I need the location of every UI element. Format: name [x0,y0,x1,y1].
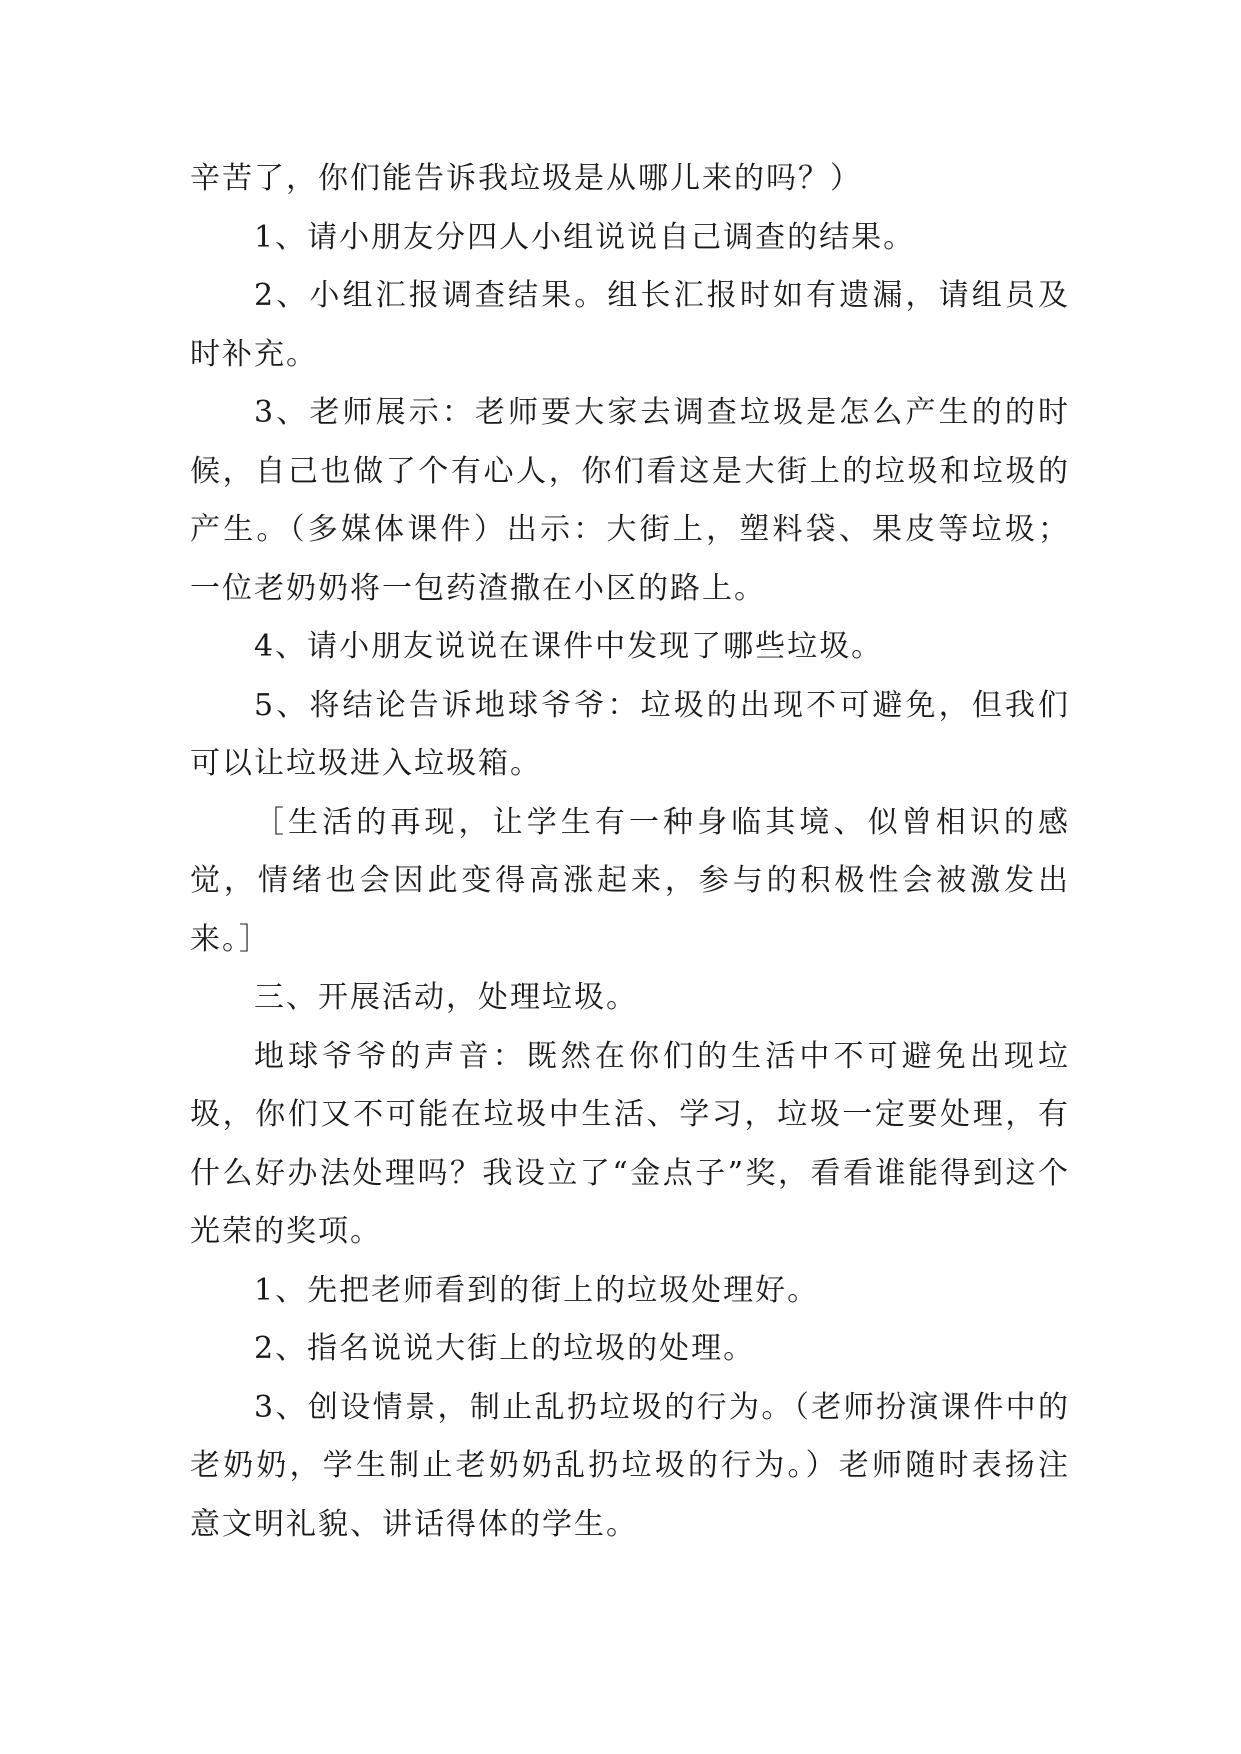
paragraph-item-3-teacher-display: 3、老师展示：老师要大家去调查垃圾是怎么产生的的时候，自己也做了个有心人，你们看这是大街上的垃圾和垃圾的产生。（多媒体课件）出示：大街上，塑料袋、果皮等垃圾；一位老奶奶将一包药渣撒在小区的路上。 [190,395,1070,606]
document-body [190,150,1070,1554]
paragraph-activity-item-2: 2、指名说说大街上的垃圾的处理。 [254,1331,756,1366]
paragraph-commentary: ［生活的再现，让学生有一种身临其境、似曾相识的感觉，情绪也会因此变得高涨起来，参与的积极性会被激发出来。］ [190,804,1070,957]
paragraph-continuation: 辛苦了，你们能告诉我垃圾是从哪儿来的吗？） [190,161,862,196]
paragraph-item-2-group-report: 2、小组汇报调查结果。组长汇报时如有遗漏，请组员及时补充。 [190,278,1070,372]
paragraph-item-5-conclusion: 5、将结论告诉地球爷爷：垃圾的出现不可避免，但我们可以让垃圾进入垃圾箱。 [190,687,1070,781]
paragraph-earth-grandpa-voice: 地球爷爷的声音：既然在你们的生活中不可避免出现垃圾，你们又不可能在垃圾中生活、学习，垃圾一定要处理，有什么好办法处理吗？我设立了“金点子”奖，看看谁能得到这个光荣的奖项。 [190,1038,1070,1249]
paragraph-item-4-find-garbage: 4、请小朋友说说在课件中发现了哪些垃圾。 [254,629,884,664]
section-heading-activity: 三、开展活动，处理垃圾。 [254,980,638,1015]
paragraph-activity-item-3: 3、创设情景，制止乱扔垃圾的行为。（老师扮演课件中的老奶奶，学生制止老奶奶乱扔垃圾的行为。）老师随时表扬注意文明礼貌、讲话得体的学生。 [190,1389,1070,1542]
paragraph-activity-item-1: 1、先把老师看到的街上的垃圾处理好。 [254,1272,820,1308]
paragraph-item-1-group-discussion: 1、请小朋友分四人小组说说自己调查的结果。 [254,219,916,255]
